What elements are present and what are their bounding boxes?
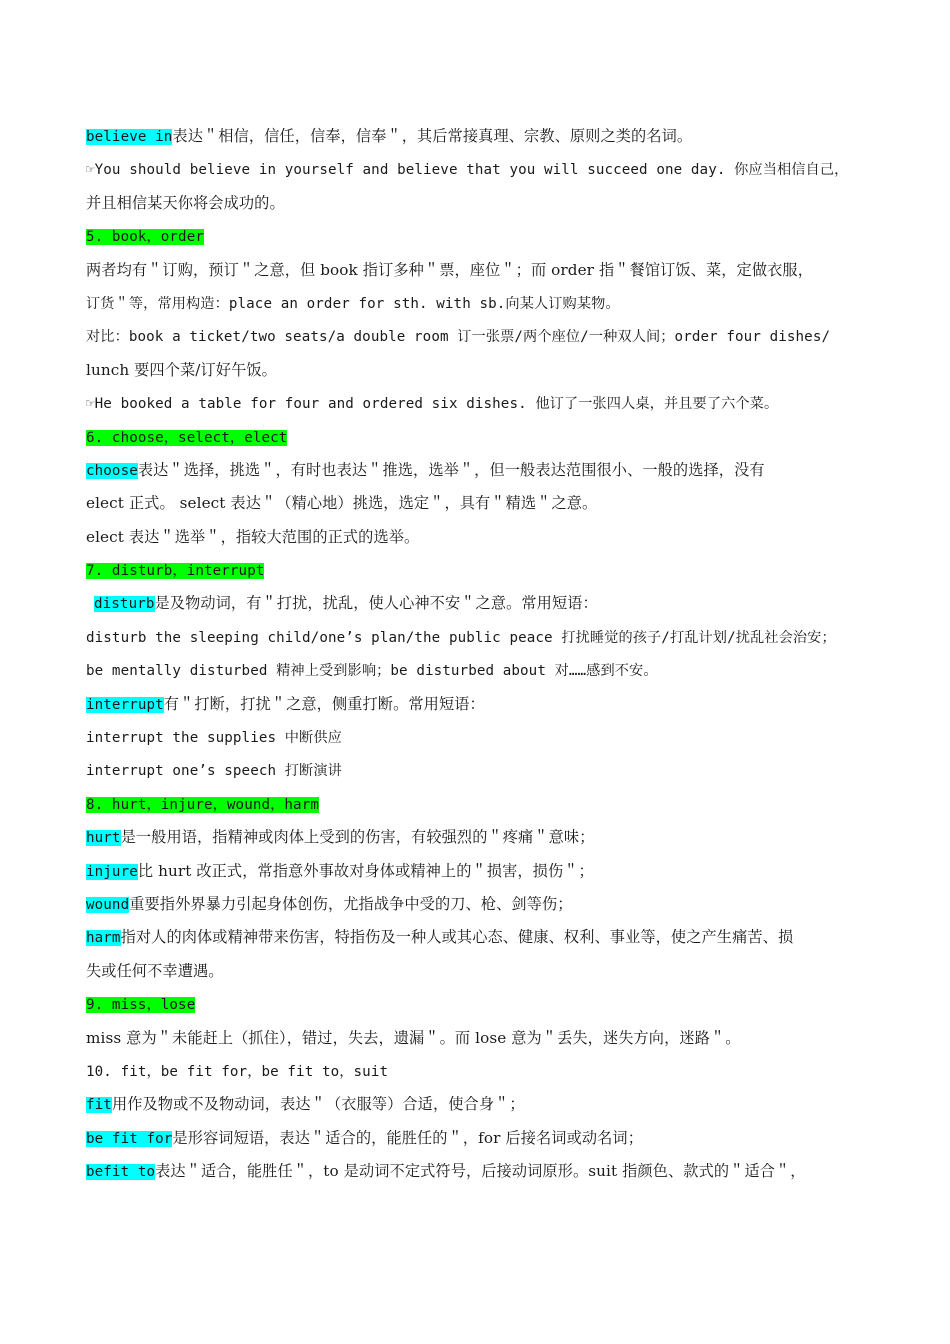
- highlighted-term: disturb: [94, 596, 155, 613]
- section-heading-text: 6. choose，select，elect: [86, 429, 288, 446]
- line-text: 重要指外界暴力引起身体创伤，尤指战争中受的刀、枪、剑等伤；: [129, 894, 573, 913]
- text-line: [86, 187, 876, 220]
- text-line: [86, 1022, 876, 1055]
- line-text: 指对人的肉体或精神带来伤害，特指伤及一种人或其心态、健康、权利、事业等，使之产生痛苦、损: [120, 928, 794, 947]
- highlighted-term: harm: [86, 930, 121, 947]
- line-text: 表达＂适合，能胜任＂，to 是动词不定式符号，后接动词原形。suit 指颜色、款式的＂适合＂，: [155, 1162, 806, 1181]
- text-line: [86, 354, 876, 387]
- line-text: elect 表达＂选举＂，指较大范围的正式的选举。: [86, 527, 420, 546]
- text-line: [86, 821, 876, 854]
- line-text: miss 意为＂未能赶上（抓住），错过，失去，遗漏＂。而 lose 意为＂丢失，迷失方向，迷路＂。: [86, 1028, 741, 1047]
- line-text: 是形容词短语，表达＂适合的，能胜任的＂，for 后接名词或动名词；: [172, 1128, 644, 1147]
- line-text: 并且相信某天你将会成功的。: [86, 193, 285, 212]
- line-text: be mentally disturbed 精神上受到影响；be disturbed about 对……感到不安。: [86, 663, 658, 680]
- line-text: 对比：book a ticket/two seats/a double room 订一张票/两个座位/一种双人间；order four dishes/: [86, 329, 831, 346]
- text-line: [86, 688, 876, 721]
- line-text: disturb the sleeping child/one’s plan/the public peace 打扰睡觉的孩子/打乱计划/扰乱社会治安；: [86, 629, 836, 646]
- text-line: [86, 921, 876, 954]
- example-line: [86, 387, 876, 420]
- section-heading-6: [86, 421, 876, 454]
- line-text: 有＂打断，打扰＂之意，侧重打断。常用短语：: [163, 694, 485, 713]
- line-text: interrupt one’s speech 打断演讲: [86, 763, 342, 780]
- highlighted-term: injure: [86, 863, 138, 880]
- line-text: 失或任何不幸遭遇。: [86, 961, 224, 980]
- text-line: [86, 120, 876, 153]
- section-heading-text: 5. book，order: [86, 229, 204, 246]
- highlighted-term: befit to: [86, 1164, 156, 1181]
- highlighted-term: interrupt: [86, 696, 164, 713]
- text-line: [86, 654, 876, 687]
- section-heading-text: 9. miss，lose: [86, 997, 196, 1014]
- section-heading-text: 7. disturb，interrupt: [86, 563, 265, 580]
- text-line: [86, 487, 876, 520]
- line-text: 比 hurt 改正式，常指意外事故对身体或精神上的＂损害，损伤＂；: [137, 861, 594, 880]
- line-text: 表达＂选择，挑选＂，有时也表达＂推选，选举＂，但一般表达范围很小、一般的选择，没有: [137, 460, 765, 479]
- text-line: [86, 320, 876, 353]
- text-line: [86, 254, 876, 287]
- text-line: [86, 888, 876, 921]
- example-line: [86, 153, 876, 186]
- section-heading-9: [86, 988, 876, 1021]
- text-line: [86, 754, 876, 787]
- section-heading-10: [86, 1055, 876, 1088]
- text-line: [86, 955, 876, 988]
- highlighted-term: choose: [86, 462, 138, 479]
- line-text: 是一般用语，指精神或肉体上受到的伤害，有较强烈的＂疼痛＂意味；: [120, 828, 595, 847]
- line-text: 两者均有＂订购，预订＂之意，但 book 指订多种＂票，座位＂；而 order 指＂餐馆订饭、菜，定做衣服，: [86, 260, 813, 279]
- text-line: [86, 721, 876, 754]
- section-heading-5: [86, 220, 876, 253]
- line-text: 用作及物或不及物动词，表达＂（衣服等）合适，使合身＂；: [111, 1095, 525, 1114]
- line-text: ☞You should believe in yourself and believe that you will succeed one day. 你应当相信自己，: [86, 162, 849, 179]
- section-heading-text: 8. hurt，injure，wound，harm: [86, 796, 319, 813]
- highlighted-term: hurt: [86, 830, 121, 847]
- line-text: ☞He booked a table for four and ordered six dishes. 他订了一张四人桌，并且要了六个菜。: [86, 396, 779, 413]
- highlighted-term: fit: [86, 1097, 112, 1114]
- text-line: [86, 855, 876, 888]
- highlighted-term: believe in: [86, 129, 173, 145]
- line-text: 是及物动词，有＂打扰，扰乱，使人心神不安＂之意。常用短语：: [154, 594, 598, 613]
- text-line: [86, 621, 876, 654]
- section-heading-8: [86, 788, 876, 821]
- highlighted-term: be fit for: [86, 1130, 173, 1147]
- text-line: [86, 521, 876, 554]
- line-text: interrupt the supplies 中断供应: [86, 730, 342, 747]
- text-line: [86, 287, 876, 320]
- line-text: elect 正式。 select 表达＂（精心地）挑选，选定＂，具有＂精选＂之意。: [86, 494, 598, 513]
- line-text: 表达＂相信，信任，信奉，信奉＂，其后常接真理、宗教、原则之类的名词。: [172, 127, 693, 145]
- text-line: [86, 1088, 876, 1121]
- text-line: [86, 454, 876, 487]
- section-heading-7: [86, 554, 876, 587]
- line-text: lunch 要四个菜/订好午饭。: [86, 360, 277, 379]
- highlighted-term: wound: [86, 896, 130, 913]
- line-text: 订货＂等，常用构造：place an order for sth. with sb.向某人订购某物。: [86, 295, 620, 312]
- text-line: [86, 1122, 876, 1155]
- section-heading-text: 10. fit，be fit for，be fit to，suit: [86, 1063, 389, 1080]
- document-page: [86, 120, 876, 1189]
- text-line: [86, 1155, 876, 1188]
- text-line: [86, 587, 876, 620]
